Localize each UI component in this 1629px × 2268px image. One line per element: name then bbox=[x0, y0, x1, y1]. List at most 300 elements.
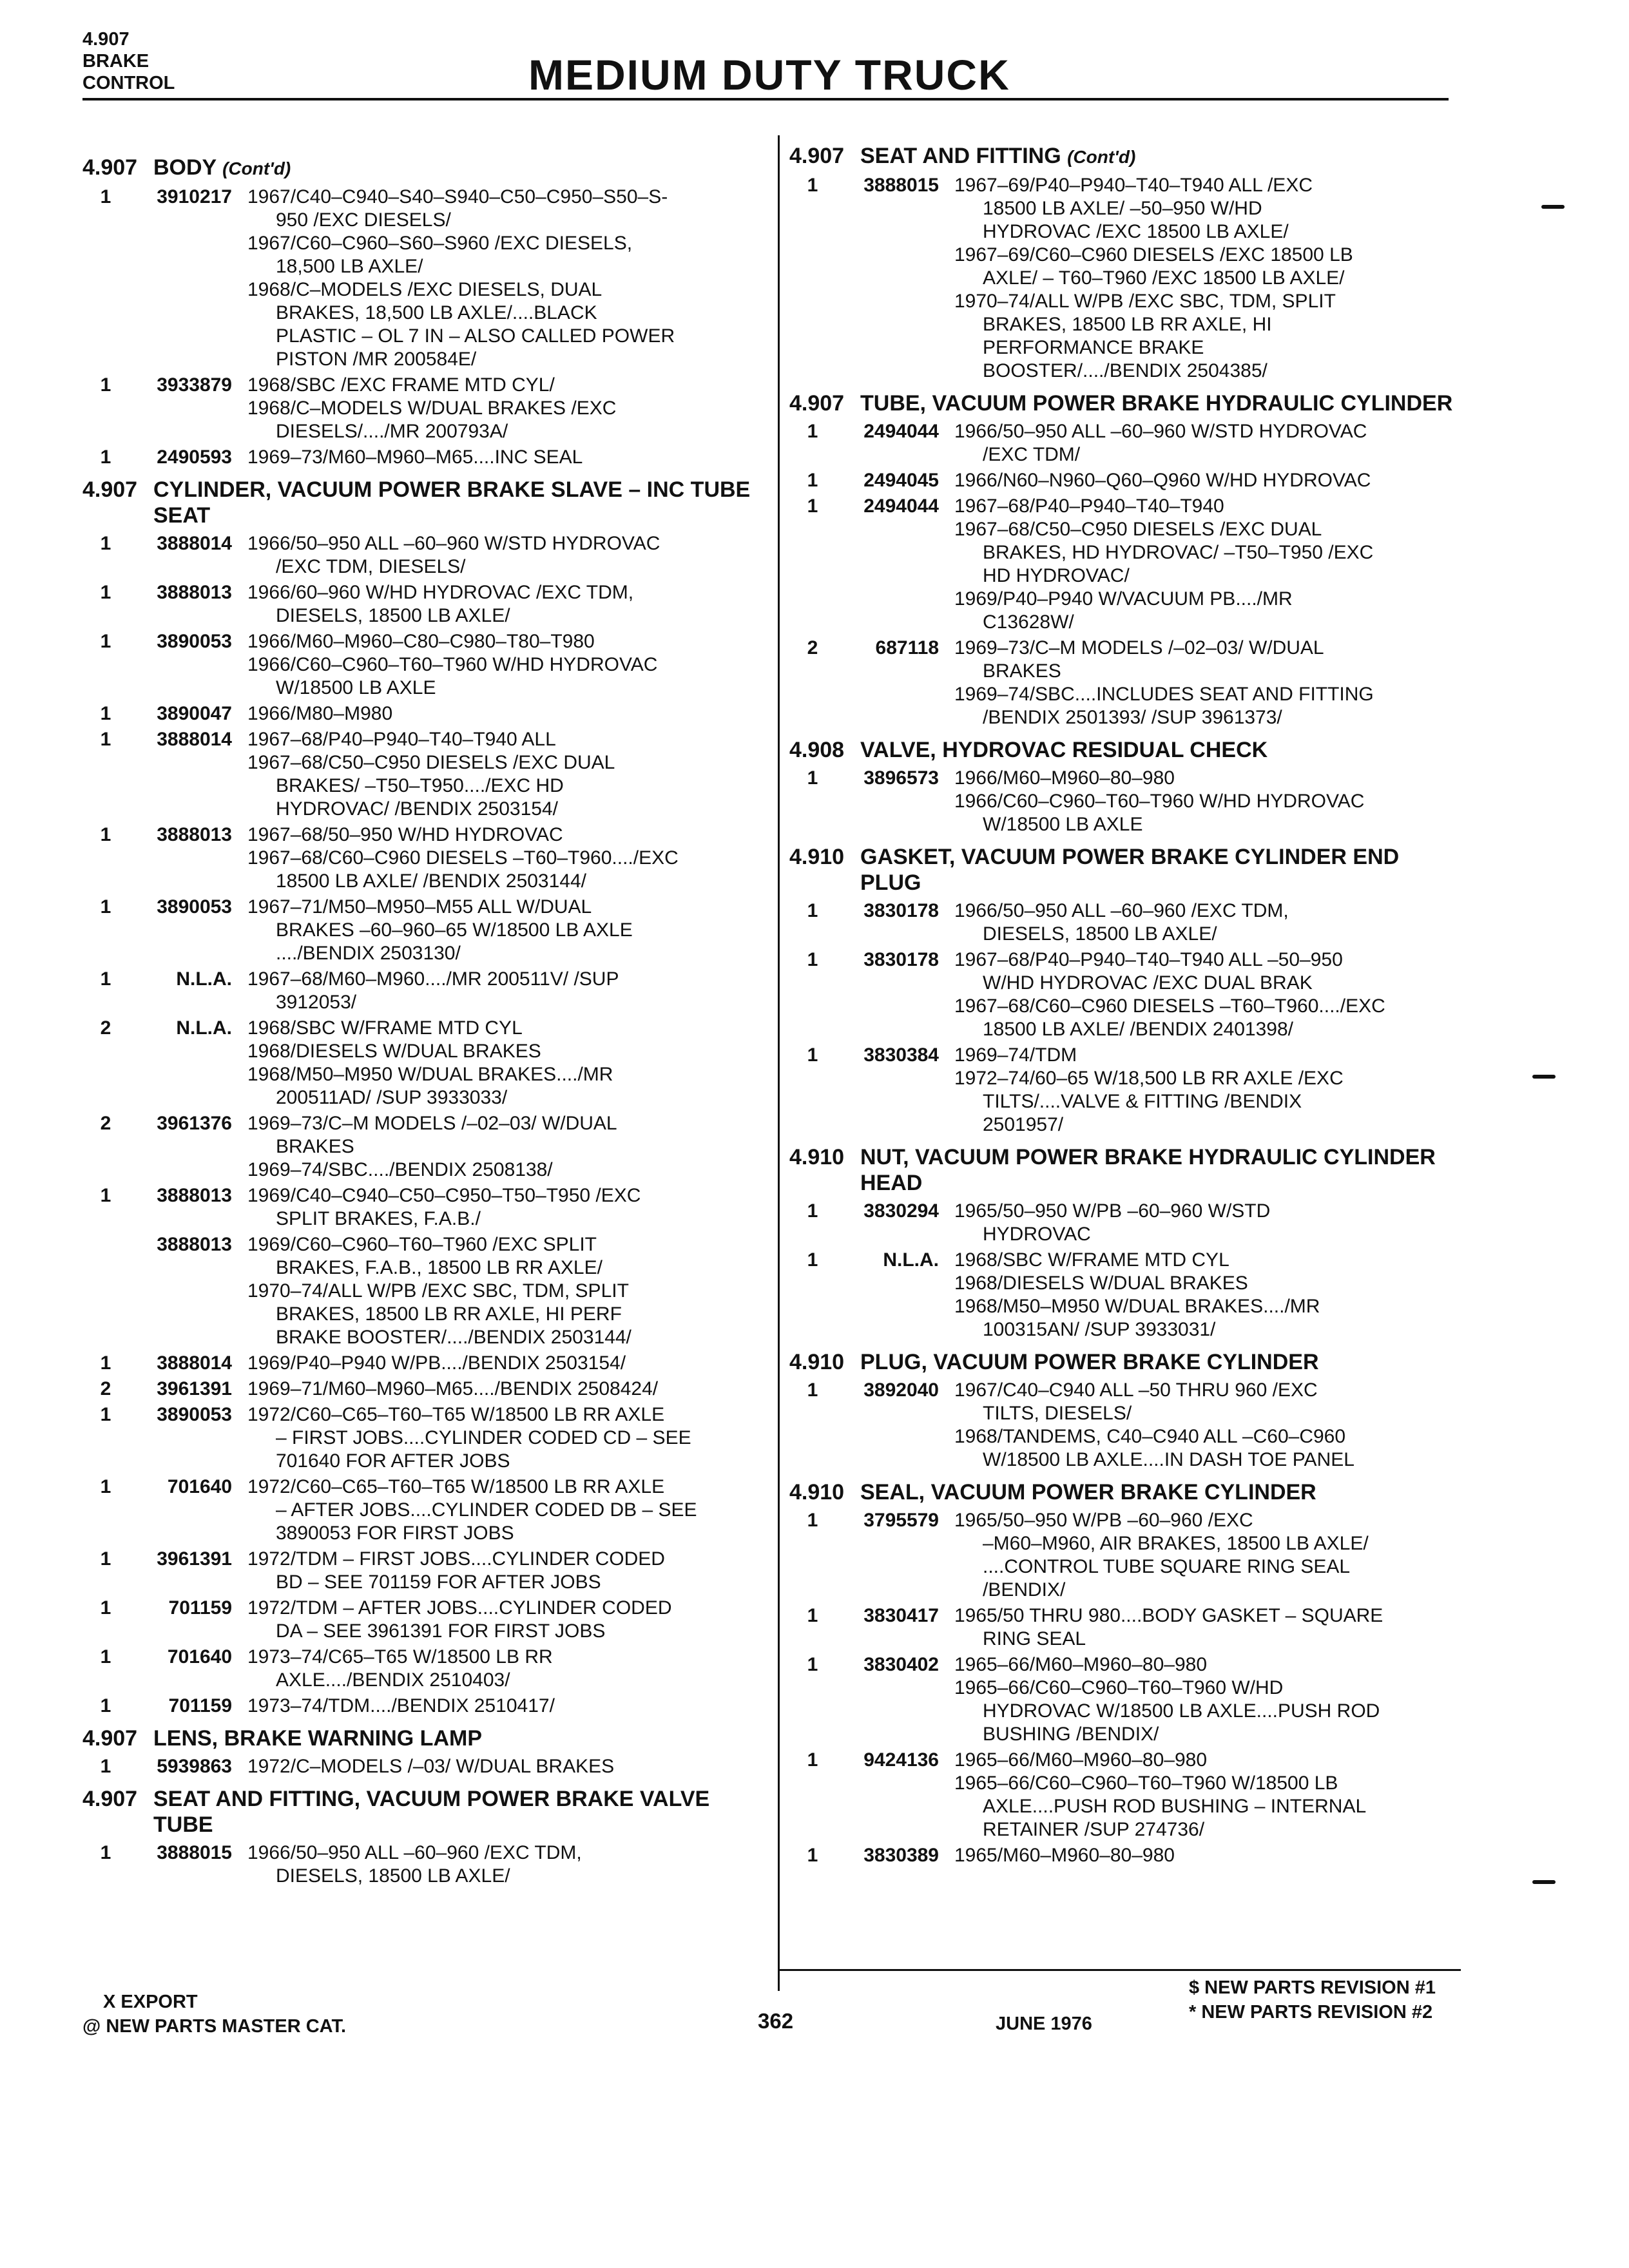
continued-note: (Cont'd) bbox=[222, 159, 291, 178]
application-line: 1968/M50–M950 W/DUAL BRAKES..../MR bbox=[247, 1064, 613, 1085]
quantity: 1 bbox=[100, 1756, 111, 1777]
part-number: 3890053 bbox=[157, 631, 232, 652]
application-line: 1969/P40–P940 W/PB..../BENDIX 2503154/ bbox=[247, 1352, 626, 1374]
application-line: 1969–71/M60–M960–M65..../BENDIX 2508424/ bbox=[247, 1378, 659, 1399]
part-entry bbox=[789, 767, 1460, 836]
application-line: 1969/C60–C960–T60–T960 /EXC SPLIT bbox=[247, 1234, 597, 1255]
application-notes bbox=[954, 1604, 1460, 1651]
application-line: 1968/C–MODELS /EXC DIESELS, DUAL bbox=[247, 279, 602, 300]
part-number: 3961376 bbox=[157, 1113, 232, 1134]
application-line: PERFORMANCE BRAKE bbox=[983, 337, 1204, 358]
section-code: 4.907 bbox=[789, 391, 845, 416]
application-line: PLASTIC – OL 7 IN – ALSO CALLED POWER bbox=[276, 325, 675, 347]
application-notes bbox=[954, 1749, 1460, 1841]
application-notes bbox=[247, 728, 759, 821]
parts-section bbox=[82, 1786, 759, 1888]
application-notes bbox=[247, 1233, 759, 1349]
part-number: 3892040 bbox=[863, 1379, 939, 1401]
application-line: 18,500 LB AXLE/ bbox=[276, 256, 423, 277]
application-line: 1966/M80–M980 bbox=[247, 703, 393, 724]
application-line: C13628W/ bbox=[983, 611, 1074, 633]
part-number: 3910217 bbox=[157, 186, 232, 207]
application-line: 1969–73/M60–M960–M65....INC SEAL bbox=[247, 447, 583, 468]
quantity: 2 bbox=[100, 1378, 111, 1399]
application-notes bbox=[954, 1379, 1460, 1472]
application-line: 950 /EXC DIESELS/ bbox=[276, 209, 451, 231]
quantity: 1 bbox=[100, 1476, 111, 1497]
application-line: 1965/50–950 W/PB –60–960 /EXC bbox=[954, 1510, 1253, 1531]
application-line: 1967–68/C50–C950 DIESELS /EXC DUAL bbox=[247, 752, 615, 773]
application-line: 1965–66/M60–M960–80–980 bbox=[954, 1654, 1208, 1675]
quantity: 1 bbox=[807, 1200, 818, 1222]
part-entry bbox=[82, 823, 759, 893]
application-line: W/18500 LB AXLE....IN DASH TOE PANEL bbox=[983, 1449, 1354, 1470]
part-number: 701640 bbox=[167, 1476, 232, 1497]
quantity: 1 bbox=[807, 495, 818, 517]
application-notes bbox=[247, 1695, 759, 1718]
parts-section bbox=[789, 143, 1460, 383]
application-line: BRAKES, 18500 LB RR AXLE, HI PERF bbox=[276, 1303, 622, 1325]
quantity bbox=[82, 1233, 129, 1349]
application-notes bbox=[954, 1249, 1460, 1341]
part-entry bbox=[82, 186, 759, 371]
application-line: 1972/TDM – AFTER JOBS....CYLINDER CODED bbox=[247, 1597, 672, 1619]
application-notes bbox=[247, 1017, 759, 1110]
parts-section bbox=[789, 1479, 1460, 1867]
section-code: 4.910 bbox=[789, 1350, 845, 1374]
application-line: 1972/C60–C65–T60–T65 W/18500 LB RR AXLE bbox=[247, 1476, 665, 1497]
application-line: 1966/50–950 ALL –60–960 W/STD HYDROVAC bbox=[247, 533, 660, 554]
section-title-text: PLUG, VACUUM POWER BRAKE CYLINDER bbox=[860, 1350, 1319, 1374]
application-line: 1967–68/P40–P940–T40–T940 bbox=[954, 495, 1224, 517]
part-number: 3830178 bbox=[863, 949, 939, 970]
section-code: 4.908 bbox=[789, 738, 845, 762]
quantity: 1 bbox=[100, 824, 111, 845]
section-title bbox=[153, 1786, 759, 1838]
application-line: BRAKES bbox=[276, 1136, 354, 1157]
application-line: 200511AD/ /SUP 3933033/ bbox=[276, 1087, 508, 1108]
part-number: 3961391 bbox=[157, 1378, 232, 1399]
part-entry bbox=[82, 968, 759, 1014]
part-entry bbox=[789, 1844, 1460, 1867]
part-entry bbox=[789, 899, 1460, 946]
application-line: 1965/50 THRU 980....BODY GASKET – SQUARE bbox=[954, 1605, 1383, 1626]
section-title-text: SEAL, VACUUM POWER BRAKE CYLINDER bbox=[860, 1480, 1316, 1504]
application-notes bbox=[247, 374, 759, 443]
part-entry bbox=[82, 728, 759, 821]
application-line: 1965–66/M60–M960–80–980 bbox=[954, 1749, 1208, 1771]
section-title bbox=[860, 1144, 1460, 1196]
application-line: 1966/50–950 ALL –60–960 /EXC TDM, bbox=[954, 900, 1289, 921]
application-line: 1966/50–950 ALL –60–960 W/STD HYDROVAC bbox=[954, 421, 1367, 442]
application-line: 1972–74/60–65 W/18,500 LB RR AXLE /EXC bbox=[954, 1068, 1344, 1089]
revision-note-1: $ NEW PARTS REVISION #1 bbox=[1189, 1977, 1436, 1998]
application-line: W/18500 LB AXLE bbox=[276, 677, 436, 698]
application-line: 1969/P40–P940 W/VACUUM PB..../MR bbox=[954, 588, 1293, 610]
application-line: HYDROVAC W/18500 LB AXLE....PUSH ROD bbox=[983, 1700, 1380, 1722]
part-number: 3890053 bbox=[157, 896, 232, 918]
section-title-text: TUBE, VACUUM POWER BRAKE HYDRAULIC CYLINDER bbox=[860, 391, 1453, 416]
part-entry bbox=[82, 532, 759, 579]
application-line: BRAKES, F.A.B., 18500 LB RR AXLE/ bbox=[276, 1257, 602, 1278]
quantity: 1 bbox=[100, 447, 111, 468]
quantity: 1 bbox=[807, 1249, 818, 1271]
application-line: 1966/60–960 W/HD HYDROVAC /EXC TDM, bbox=[247, 582, 634, 603]
application-line: 1967–68/50–950 W/HD HYDROVAC bbox=[247, 824, 563, 845]
application-line: 1967–68/C50–C950 DIESELS /EXC DUAL bbox=[954, 519, 1322, 540]
application-notes bbox=[954, 1044, 1460, 1137]
quantity: 1 bbox=[807, 1605, 818, 1626]
part-number: 2490593 bbox=[157, 447, 232, 468]
application-line: DIESELS, 18500 LB AXLE/ bbox=[983, 923, 1217, 945]
application-notes bbox=[954, 899, 1460, 946]
continued-note: (Cont'd) bbox=[1067, 147, 1136, 167]
part-entry bbox=[82, 630, 759, 700]
application-line: BD – SEE 701159 FOR AFTER JOBS bbox=[276, 1571, 601, 1593]
left-column bbox=[82, 155, 759, 1896]
application-notes bbox=[247, 1755, 759, 1778]
part-number: 3888014 bbox=[157, 1352, 232, 1374]
application-line: 1967–68/P40–P940–T40–T940 ALL –50–950 bbox=[954, 949, 1343, 970]
part-entry bbox=[82, 1184, 759, 1231]
application-line: BOOSTER/..../BENDIX 2504385/ bbox=[983, 360, 1268, 381]
application-notes bbox=[247, 823, 759, 893]
application-line: 1969/C40–C940–C50–C950–T50–T950 /EXC bbox=[247, 1185, 641, 1206]
master-cat-note: @ NEW PARTS MASTER CAT. bbox=[82, 2016, 347, 2037]
page-title: MEDIUM DUTY TRUCK bbox=[528, 51, 1010, 99]
section-title-text: BODY bbox=[153, 155, 217, 180]
application-line: – AFTER JOBS....CYLINDER CODED DB – SEE bbox=[276, 1499, 697, 1521]
section-heading bbox=[82, 1725, 759, 1751]
part-entry bbox=[82, 1017, 759, 1110]
application-line: 1967–69/C60–C960 DIESELS /EXC 18500 LB bbox=[954, 244, 1353, 265]
section-title bbox=[860, 1479, 1460, 1505]
part-entry bbox=[789, 1044, 1460, 1137]
application-line: AXLE....PUSH ROD BUSHING – INTERNAL bbox=[983, 1796, 1367, 1817]
quantity: 1 bbox=[100, 1404, 111, 1425]
section-title bbox=[153, 155, 759, 182]
footer-divider bbox=[778, 1969, 1461, 1971]
application-line: 2501957/ bbox=[983, 1114, 1064, 1135]
application-notes bbox=[954, 637, 1460, 729]
application-notes bbox=[954, 1509, 1460, 1602]
part-number: 3795579 bbox=[863, 1510, 939, 1531]
application-notes bbox=[247, 1184, 759, 1231]
application-line: DA – SEE 3961391 FOR FIRST JOBS bbox=[276, 1620, 606, 1642]
application-line: 100315AN/ /SUP 3933031/ bbox=[983, 1319, 1216, 1340]
parts-section bbox=[789, 390, 1460, 729]
quantity: 1 bbox=[807, 421, 818, 442]
part-entry bbox=[82, 1695, 759, 1718]
part-entry bbox=[789, 469, 1460, 492]
application-line: 1966/C60–C960–T60–T960 W/HD HYDROVAC bbox=[954, 791, 1365, 812]
application-line: 1973–74/TDM..../BENDIX 2510417/ bbox=[247, 1695, 555, 1716]
application-line: 701640 FOR AFTER JOBS bbox=[276, 1450, 510, 1472]
section-heading bbox=[789, 844, 1460, 896]
quantity: 1 bbox=[100, 186, 111, 207]
publication-date: JUNE 1976 bbox=[996, 2013, 1092, 2034]
part-entry bbox=[789, 1653, 1460, 1746]
parts-section bbox=[82, 155, 759, 469]
part-number: N.L.A. bbox=[176, 968, 232, 990]
application-line: 1967–69/P40–P940–T40–T940 ALL /EXC bbox=[954, 175, 1313, 196]
application-line: 1973–74/C65–T65 W/18500 LB RR bbox=[247, 1646, 553, 1667]
application-line: 1972/C–MODELS /–03/ W/DUAL BRAKES bbox=[247, 1756, 615, 1777]
quantity: 1 bbox=[100, 374, 111, 396]
application-line: 1968/DIESELS W/DUAL BRAKES bbox=[247, 1041, 541, 1062]
application-line: TILTS, DIESELS/ bbox=[983, 1403, 1132, 1424]
quantity: 1 bbox=[100, 1548, 111, 1570]
page-number: 362 bbox=[758, 2009, 794, 2033]
part-entry bbox=[82, 1403, 759, 1473]
part-entry bbox=[82, 1755, 759, 1778]
application-line: W/18500 LB AXLE bbox=[983, 814, 1143, 835]
section-title bbox=[153, 1725, 759, 1751]
quantity: 1 bbox=[807, 1379, 818, 1401]
application-line: 1967/C40–C940 ALL –50 THRU 960 /EXC bbox=[954, 1379, 1318, 1401]
application-notes bbox=[954, 767, 1460, 836]
part-entry bbox=[789, 1509, 1460, 1602]
part-entry bbox=[82, 1646, 759, 1692]
parts-section bbox=[789, 737, 1460, 836]
part-entry bbox=[82, 1233, 759, 1349]
export-note: X EXPORT bbox=[103, 1992, 198, 2012]
application-line: BRAKES/ –T50–T950..../EXC HD bbox=[276, 775, 564, 796]
part-number: 3961391 bbox=[157, 1548, 232, 1570]
application-line: – FIRST JOBS....CYLINDER CODED CD – SEE bbox=[276, 1427, 691, 1448]
section-title-text: LENS, BRAKE WARNING LAMP bbox=[153, 1726, 482, 1751]
application-line: /BENDIX/ bbox=[983, 1579, 1066, 1600]
application-line: /BENDIX 2501393/ /SUP 3961373/ bbox=[983, 707, 1282, 728]
application-line: 18500 LB AXLE/ /BENDIX 2503144/ bbox=[276, 870, 587, 892]
section-title-text: NUT, VACUUM POWER BRAKE HYDRAULIC CYLINDER HEAD bbox=[860, 1145, 1436, 1195]
part-entry bbox=[82, 1548, 759, 1594]
part-entry bbox=[789, 1379, 1460, 1472]
application-line: 1967–68/P40–P940–T40–T940 ALL bbox=[247, 729, 556, 750]
application-line: RETAINER /SUP 274736/ bbox=[983, 1819, 1205, 1840]
part-entry bbox=[789, 948, 1460, 1041]
application-line: /EXC TDM/ bbox=[983, 444, 1081, 465]
application-line: 1965–66/C60–C960–T60–T960 W/18500 LB bbox=[954, 1773, 1338, 1794]
application-line: 1968/DIESELS W/DUAL BRAKES bbox=[954, 1273, 1248, 1294]
margin-mark bbox=[1532, 1075, 1556, 1079]
application-line: PISTON /MR 200584E/ bbox=[276, 349, 477, 370]
section-heading bbox=[82, 155, 759, 182]
application-line: HD HYDROVAC/ bbox=[983, 565, 1130, 586]
right-column bbox=[789, 143, 1460, 1875]
application-line: DIESELS/..../MR 200793A/ bbox=[276, 421, 508, 442]
part-number: 3888015 bbox=[863, 175, 939, 196]
part-number: 3896573 bbox=[863, 767, 939, 789]
part-number: 701640 bbox=[167, 1646, 232, 1667]
quantity: 1 bbox=[100, 1185, 111, 1206]
application-line: 1965–66/C60–C960–T60–T960 W/HD bbox=[954, 1677, 1284, 1698]
section-title bbox=[153, 477, 759, 528]
application-notes bbox=[954, 1200, 1460, 1246]
quantity: 2 bbox=[100, 1017, 111, 1039]
section-heading bbox=[789, 143, 1460, 170]
application-line: 1970–74/ALL W/PB /EXC SBC, TDM, SPLIT bbox=[247, 1280, 629, 1302]
part-number: 3888014 bbox=[157, 533, 232, 554]
application-notes bbox=[954, 1653, 1460, 1746]
application-line: 1966/N60–N960–Q60–Q960 W/HD HYDROVAC bbox=[954, 470, 1371, 491]
part-number: 3830402 bbox=[863, 1654, 939, 1675]
application-line: ..../BENDIX 2503130/ bbox=[276, 943, 461, 964]
application-notes bbox=[247, 1112, 759, 1182]
part-number: 701159 bbox=[168, 1695, 232, 1716]
part-number: 9424136 bbox=[863, 1749, 939, 1771]
quantity: 1 bbox=[807, 470, 818, 491]
application-notes bbox=[954, 174, 1460, 383]
section-title bbox=[860, 737, 1460, 763]
part-number: 3830389 bbox=[863, 1845, 939, 1866]
part-number: N.L.A. bbox=[176, 1017, 232, 1039]
section-heading bbox=[82, 1786, 759, 1838]
part-number: 5939863 bbox=[157, 1756, 232, 1777]
application-line: 1968/SBC W/FRAME MTD CYL bbox=[247, 1017, 523, 1039]
quantity: 1 bbox=[100, 703, 111, 724]
section-label: 4.907 BRAKE CONTROL bbox=[82, 29, 175, 93]
application-notes bbox=[954, 948, 1460, 1041]
application-line: DIESELS, 18500 LB AXLE/ bbox=[276, 605, 510, 626]
quantity: 1 bbox=[807, 1044, 818, 1066]
part-number: 3888013 bbox=[157, 1234, 232, 1255]
application-line: 1966/50–950 ALL –60–960 /EXC TDM, bbox=[247, 1842, 582, 1863]
quantity: 1 bbox=[100, 729, 111, 750]
section-title bbox=[860, 143, 1460, 170]
part-number: 3888015 bbox=[157, 1842, 232, 1863]
part-number: 3830417 bbox=[863, 1605, 939, 1626]
application-line: BRAKES, HD HYDROVAC/ –T50–T950 /EXC bbox=[983, 542, 1374, 563]
part-number: 2494044 bbox=[863, 421, 939, 442]
section-code: 4.910 bbox=[789, 1480, 845, 1504]
application-notes bbox=[247, 532, 759, 579]
part-entry bbox=[82, 581, 759, 628]
application-line: HYDROVAC/ /BENDIX 2503154/ bbox=[276, 798, 558, 820]
parts-section bbox=[82, 1725, 759, 1778]
application-line: 1967/C60–C960–S60–S960 /EXC DIESELS, bbox=[247, 233, 633, 254]
section-code: 4.907 bbox=[82, 155, 138, 180]
quantity: 1 bbox=[807, 1749, 818, 1771]
application-notes bbox=[247, 1352, 759, 1375]
part-number: 3888013 bbox=[157, 582, 232, 603]
part-entry bbox=[789, 174, 1460, 383]
part-entry bbox=[82, 1475, 759, 1545]
section-title bbox=[860, 1349, 1460, 1375]
application-line: 1966/M60–M960–C80–C980–T80–T980 bbox=[247, 631, 595, 652]
part-entry bbox=[82, 1841, 759, 1888]
application-line: 1969–74/SBC..../BENDIX 2508138/ bbox=[247, 1159, 553, 1180]
application-line: W/HD HYDROVAC /EXC DUAL BRAK bbox=[983, 972, 1313, 994]
application-line: 1966/C60–C960–T60–T960 W/HD HYDROVAC bbox=[247, 654, 658, 675]
section-title bbox=[860, 390, 1460, 416]
part-number: 3830294 bbox=[863, 1200, 939, 1222]
application-notes bbox=[954, 495, 1460, 634]
part-number: 3888013 bbox=[157, 824, 232, 845]
part-number: 687118 bbox=[875, 637, 939, 658]
part-number: 3888014 bbox=[157, 729, 232, 750]
part-entry bbox=[789, 1249, 1460, 1341]
section-title-text: GASKET, VACUUM POWER BRAKE CYLINDER END PLUG bbox=[860, 845, 1400, 895]
application-line: 1967–68/M60–M960..../MR 200511V/ /SUP bbox=[247, 968, 619, 990]
header-divider bbox=[82, 98, 1449, 101]
part-entry bbox=[82, 702, 759, 726]
application-notes bbox=[954, 1844, 1460, 1867]
section-heading bbox=[82, 477, 759, 528]
part-entry bbox=[82, 446, 759, 469]
application-notes bbox=[247, 1403, 759, 1473]
application-line: RING SEAL bbox=[983, 1628, 1086, 1649]
part-number: 3890053 bbox=[157, 1404, 232, 1425]
quantity: 1 bbox=[100, 1597, 111, 1619]
part-entry bbox=[789, 1200, 1460, 1246]
part-entry bbox=[82, 896, 759, 965]
application-notes bbox=[247, 968, 759, 1014]
application-line: BUSHING /BENDIX/ bbox=[983, 1724, 1159, 1745]
section-title-text: VALVE, HYDROVAC RESIDUAL CHECK bbox=[860, 738, 1268, 762]
application-line: 1967/C40–C940–S40–S940–C50–C950–S50–S- bbox=[247, 186, 668, 207]
application-line: –M60–M960, AIR BRAKES, 18500 LB AXLE/ bbox=[983, 1533, 1369, 1554]
application-line: 1965/M60–M960–80–980 bbox=[954, 1845, 1175, 1866]
application-line: 1972/C60–C65–T60–T65 W/18500 LB RR AXLE bbox=[247, 1404, 665, 1425]
section-code: 4.910 bbox=[789, 845, 845, 869]
application-line: DIESELS, 18500 LB AXLE/ bbox=[276, 1865, 510, 1887]
quantity: 2 bbox=[100, 1113, 111, 1134]
parts-section bbox=[789, 1349, 1460, 1472]
application-notes bbox=[954, 469, 1460, 492]
application-line: 1969–73/C–M MODELS /–02–03/ W/DUAL bbox=[247, 1113, 617, 1134]
application-notes bbox=[247, 896, 759, 965]
parts-section bbox=[789, 1144, 1460, 1341]
application-notes bbox=[247, 1378, 759, 1401]
application-line: 1968/TANDEMS, C40–C940 ALL –C60–C960 bbox=[954, 1426, 1346, 1447]
application-line: BRAKES, 18500 LB RR AXLE, HI bbox=[983, 314, 1272, 335]
application-line: BRAKES bbox=[983, 660, 1061, 682]
part-number: 3888013 bbox=[157, 1185, 232, 1206]
application-line: AXLE/ – T60–T960 /EXC 18500 LB AXLE/ bbox=[983, 267, 1345, 289]
application-line: HYDROVAC /EXC 18500 LB AXLE/ bbox=[983, 221, 1289, 242]
quantity: 1 bbox=[807, 175, 818, 196]
application-line: BRAKES –60–960–65 W/18500 LB AXLE bbox=[276, 919, 633, 941]
application-line: 1968/SBC /EXC FRAME MTD CYL/ bbox=[247, 374, 555, 396]
part-number: 2494044 bbox=[863, 495, 939, 517]
section-heading bbox=[789, 737, 1460, 763]
part-number: 2494045 bbox=[863, 470, 939, 491]
application-line: 1969–73/C–M MODELS /–02–03/ W/DUAL bbox=[954, 637, 1324, 658]
application-line: 1968/SBC W/FRAME MTD CYL bbox=[954, 1249, 1229, 1271]
application-line: 1967–71/M50–M950–M55 ALL W/DUAL bbox=[247, 896, 592, 918]
section-code: 4.910 bbox=[789, 1145, 845, 1169]
application-line: 1967–68/C60–C960 DIESELS –T60–T960..../EXC bbox=[954, 995, 1385, 1017]
application-notes bbox=[247, 1597, 759, 1643]
application-line: /EXC TDM, DIESELS/ bbox=[276, 556, 466, 577]
quantity: 1 bbox=[807, 1510, 818, 1531]
quantity: 1 bbox=[100, 631, 111, 652]
application-line: 1966/M60–M960–80–980 bbox=[954, 767, 1175, 789]
part-number: 3830178 bbox=[863, 900, 939, 921]
section-title-text: SEAT AND FITTING bbox=[860, 144, 1061, 168]
application-notes bbox=[247, 1548, 759, 1594]
quantity: 1 bbox=[807, 900, 818, 921]
margin-mark bbox=[1541, 205, 1565, 209]
application-line: 1969–74/TDM bbox=[954, 1044, 1077, 1066]
application-line: 1968/C–MODELS W/DUAL BRAKES /EXC bbox=[247, 398, 617, 419]
application-line: HYDROVAC bbox=[983, 1224, 1091, 1245]
part-entry bbox=[82, 374, 759, 443]
application-line: 1968/M50–M950 W/DUAL BRAKES..../MR bbox=[954, 1296, 1320, 1317]
quantity: 1 bbox=[100, 1352, 111, 1374]
quantity: 1 bbox=[807, 1845, 818, 1866]
